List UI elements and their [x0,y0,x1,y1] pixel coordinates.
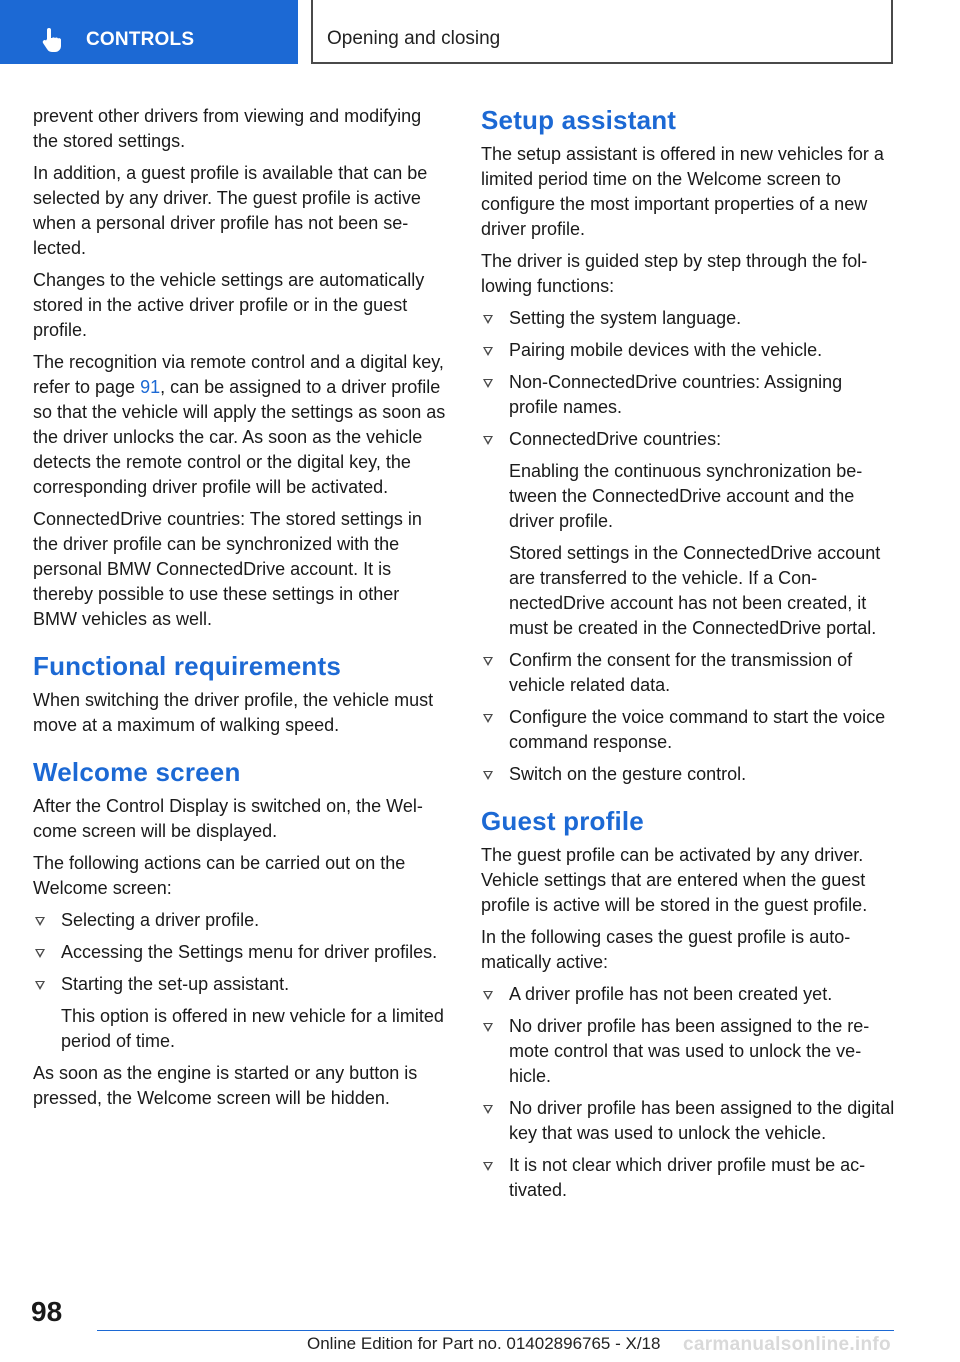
hand-pointer-icon [40,27,64,53]
list-item-text: Configure the voice command to start the voice command response. [509,707,886,752]
list-item [481,1014,895,1089]
list-item [481,1153,895,1203]
triangle-bullet-icon [483,771,493,780]
left-column [33,104,447,1118]
heading-welcome-screen: Welcome screen [33,757,241,787]
list-item [33,908,447,933]
bullet-list [33,908,447,1054]
triangle-bullet-icon [483,347,493,356]
list-item-note: Enabling the continuous synchronization between the ConnectedDrive account and the driver profile. [509,461,863,531]
list-item [481,762,895,787]
list-item [481,648,895,698]
paragraph: In the following cases the guest profile is automatically active: [481,927,851,972]
paragraph: prevent other drivers from viewing and modifying the stored settings. [33,106,422,151]
list-item [481,1096,895,1146]
list-item [481,982,895,1007]
bullet-list [481,982,895,1203]
right-column [481,104,895,1210]
paragraph: The setup assistant is offered in new vehicles for a limited period time on the Welcome screen to configure the most important properties of a new driver profile. [481,144,884,239]
heading-guest-profile: Guest profile [481,806,644,836]
section-tab [0,0,298,64]
list-item-text: Selecting a driver profile. [61,910,260,930]
list-item [481,306,895,331]
page-reference-link[interactable]: 91 [140,377,161,397]
list-item-text: A driver profile has not been created yet. [509,984,833,1004]
bullet-list [481,306,895,787]
triangle-bullet-icon [483,1105,493,1114]
chapter-header [311,0,893,64]
list-item-text: Accessing the Settings menu for driver profiles. [61,942,438,962]
triangle-bullet-icon [483,315,493,324]
list-item-text: Starting the set-up assistant. [61,974,290,994]
list-item [33,940,447,965]
watermark-logo: carmanualsonline.info [683,1334,891,1355]
page-number: 98 [31,1296,63,1327]
paragraph: As soon as the engine is started or any button is pressed, the Welcome screen will be hidden. [33,1063,418,1108]
paragraph: The driver is guided step by step through the following functions: [481,251,868,296]
list-item-text: Confirm the consent for the transmission of vehicle related data. [509,650,853,695]
list-item-text: No driver profile has been assigned to the digital key that was used to unlock the vehicle. [509,1098,895,1143]
paragraph: The guest profile can be activated by any driver. Vehicle settings that are entered when the guest profile is active will be stored in the guest profile. [481,845,868,915]
list-item-text: It is not clear which driver profile must be activated. [509,1155,866,1200]
heading-setup-assistant: Setup assistant [481,105,677,135]
paragraph: After the Control Display is switched on, the Welcome screen will be displayed. [33,796,423,841]
paragraph [33,350,447,500]
triangle-bullet-icon [483,714,493,723]
list-item [33,972,447,1054]
triangle-bullet-icon [483,1023,493,1032]
list-item-note: Stored settings in the ConnectedDrive account are transferred to the vehicle. If a ConnectedDrive account has not been created, it must be created in the ConnectedDrive portal. [509,543,881,638]
triangle-bullet-icon [35,981,45,990]
triangle-bullet-icon [483,657,493,666]
text-span: The recognition via remote control and a digital key, refer to page [33,352,444,397]
triangle-bullet-icon [483,991,493,1000]
list-item [481,370,895,420]
triangle-bullet-icon [35,917,45,926]
paragraph: ConnectedDrive countries: The stored settings in the driver profile can be synchronized with the personal BMW ConnectedDrive account. It is thereby possible to use these settings in other BMW vehicles as well. [33,509,422,629]
triangle-bullet-icon [483,1162,493,1171]
list-item-note: This option is offered in new vehicle for a limited period of time. [61,1006,444,1051]
heading-functional-requirements: Functional requirements [33,651,341,681]
footer-divider [97,1330,894,1331]
chapter-title: Opening and closing [327,28,501,49]
list-item [481,427,895,641]
edition-footer: Online Edition for Part no. 01402896765 - X/18 [307,1334,661,1353]
paragraph: In addition, a guest profile is available that can be selected by any driver. The guest profile is active when a personal driver profile has not been selected. [33,163,428,258]
triangle-bullet-icon [483,379,493,388]
text-span: , can be assigned to a driver profile so that the vehicle will apply the settings as soon as the driver unlocks the car. As soon as the vehicle detects the remote control or the digital key, the corresponding driver profile will be activated. [33,377,446,497]
list-item-text: ConnectedDrive countries: [509,429,722,449]
list-item [481,338,895,363]
list-item-text: Switch on the gesture control. [509,764,747,784]
triangle-bullet-icon [35,949,45,958]
section-title: CONTROLS [86,29,195,50]
triangle-bullet-icon [483,436,493,445]
paragraph: The following actions can be carried out on the Welcome screen: [33,853,406,898]
paragraph: When switching the driver profile, the vehicle must move at a maximum of walking speed. [33,690,434,735]
list-item-text: Non-ConnectedDrive countries: Assigning profile names. [509,372,843,417]
list-item-text: No driver profile has been assigned to the remote control that was used to unlock the vehicle. [509,1016,870,1086]
list-item [481,705,895,755]
list-item-text: Pairing mobile devices with the vehicle. [509,340,823,360]
list-item-text: Setting the system language. [509,308,742,328]
paragraph: Changes to the vehicle settings are automatically stored in the active driver profile or in the guest profile. [33,270,425,340]
